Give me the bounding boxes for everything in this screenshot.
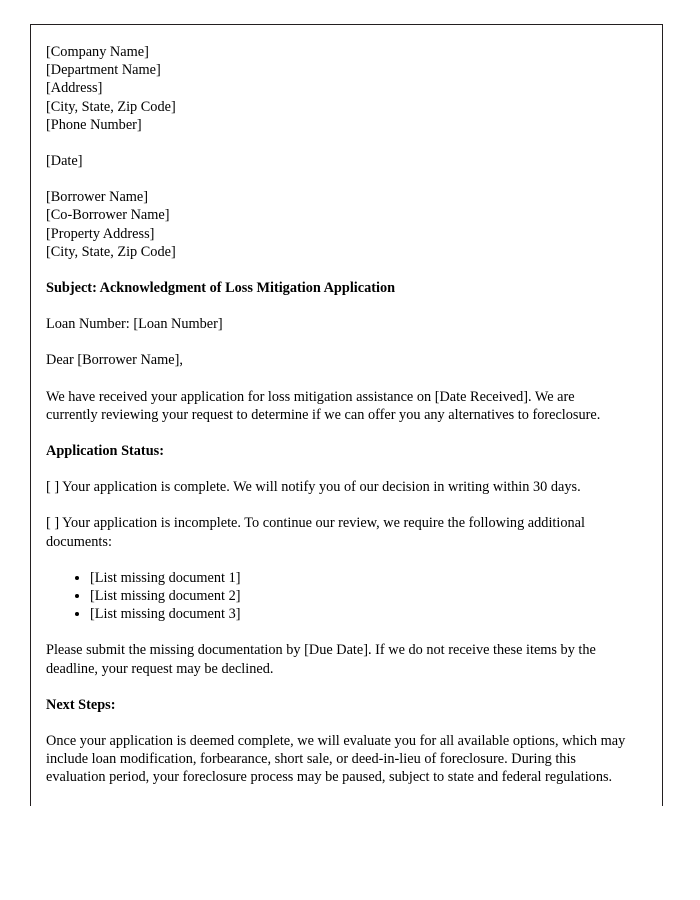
date-line: [Date] [46,153,83,170]
sender-address-line: [Department Name] [46,62,161,79]
status-option-complete: [ ] Your application is complete. We will notify you of our decision in writing within 30 days. [46,479,581,496]
list-item: • [List missing document 3] [90,605,626,623]
next-steps-paragraph: Once your application is deemed complete, we will evaluate you for all available options, which may include loan modification, forbearance, short sale, or deed-in-lieu of foreclosure. During this evaluation period, your foreclosure process may be paused, subject to state and federal regulations. [46,733,626,786]
sender-address-block [46,43,626,134]
status-option-incomplete: [ ] Your application is incomplete. To continue our review, we require the following additional documents: [46,515,585,550]
subject-line: Subject: Acknowledgment of Loss Mitigation Application [46,280,396,297]
sender-address-line: [City, State, Zip Code] [46,98,176,115]
recipient-address-line: [Borrower Name] [46,189,149,206]
sender-address-line: [Address] [46,80,103,97]
next-steps-heading: Next Steps: [46,696,116,713]
document-body [46,43,626,787]
recipient-address-line: [Property Address] [46,225,155,242]
loan-number-line: Loan Number: [Loan Number] [46,316,223,333]
sender-address-line: [Phone Number] [46,116,142,133]
recipient-address-block [46,188,626,261]
recipient-address-line: [City, State, Zip Code] [46,243,176,260]
document-sheet [30,24,663,806]
missing-documents-list [46,569,626,624]
intro-paragraph: We have received your application for loss mitigation assistance on [Date Received]. We are currently reviewing your request to determine if we can offer you any alternatives to foreclosure. [46,388,601,423]
list-item: • [List missing document 2] [90,587,626,605]
submission-paragraph: Please submit the missing documentation by [Due Date]. If we do not receive these items by the deadline, your request may be declined. [46,642,596,677]
list-item: • [List missing document 1] [90,569,626,587]
recipient-address-line: [Co-Borrower Name] [46,207,170,224]
sender-address-line: [Company Name] [46,44,149,60]
application-status-heading: Application Status: [46,443,164,460]
salutation: Dear [Borrower Name], [46,352,183,369]
